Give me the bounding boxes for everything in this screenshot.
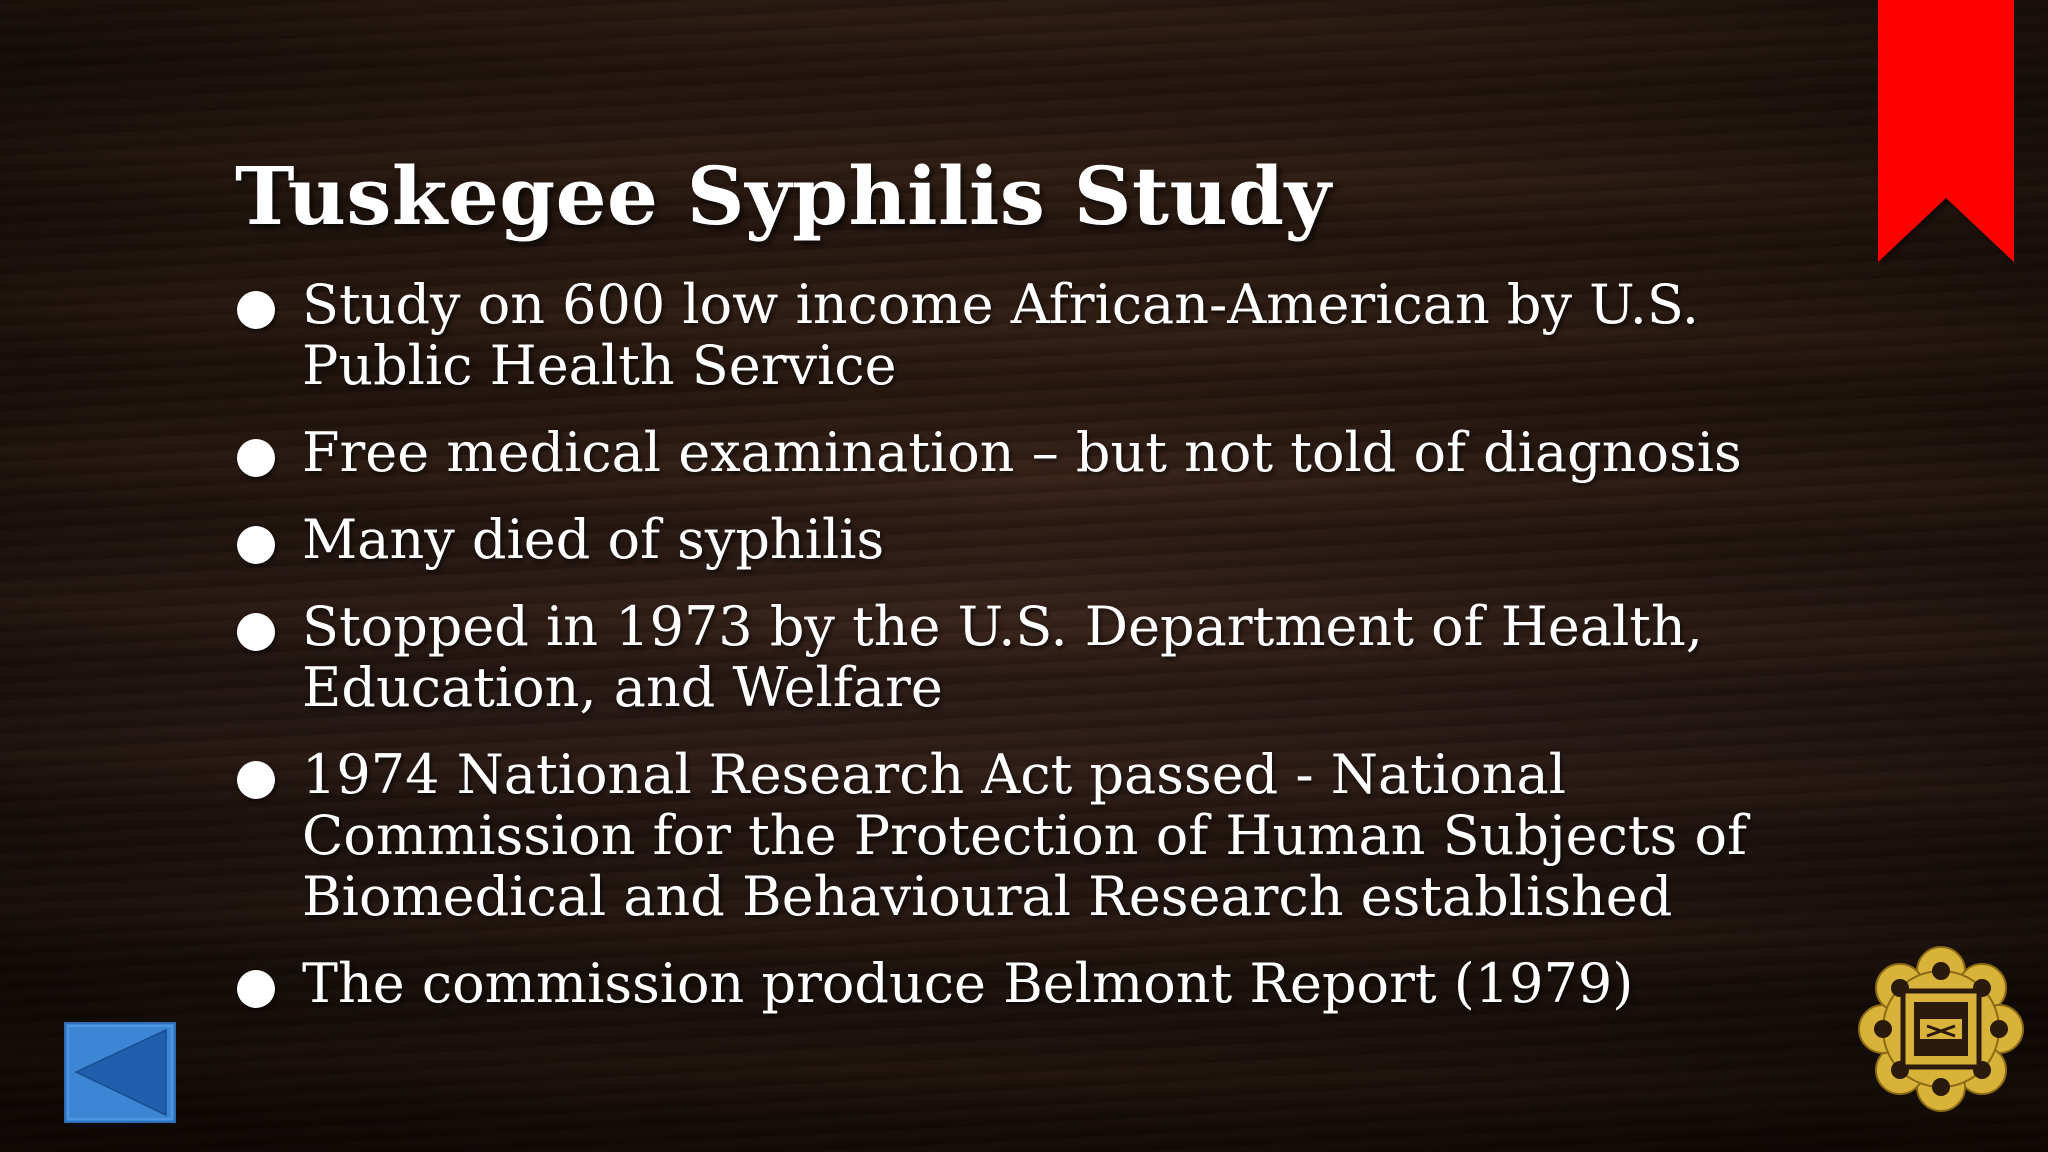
bullet-item (235, 596, 1795, 718)
slide-title: Tuskegee Syphilis Study (235, 149, 1332, 243)
gold-floral-emblem-icon (1856, 944, 2026, 1114)
bullet-text: The commission produce Belmont Report (1979) (302, 952, 1634, 1015)
bullet-dot-icon (237, 613, 275, 651)
bullet-item (235, 509, 1795, 570)
bullet-dot-icon (237, 439, 275, 477)
bullet-item (235, 274, 1795, 396)
bullet-text: Stopped in 1973 by the U.S. Department of Health, Education, and Welfare (302, 595, 1703, 719)
bullet-text: Free medical examination – but not told of diagnosis (302, 421, 1742, 484)
bullet-dot-icon (237, 291, 275, 329)
bookmark-ribbon-icon (1878, 0, 2014, 266)
bullet-item (235, 744, 1795, 927)
bullet-dot-icon (237, 526, 275, 564)
bullet-dot-icon (237, 761, 275, 799)
bullet-text: 1974 National Research Act passed - National Commission for the Protection of Human Subjects of Biomedical and Behavioural Research established (302, 743, 1747, 928)
back-button[interactable] (64, 1022, 176, 1123)
bullet-text: Many died of syphilis (302, 508, 885, 571)
bullet-item (235, 953, 1795, 1014)
bullet-dot-icon (237, 970, 275, 1008)
bullet-item (235, 422, 1795, 483)
bullet-list (235, 274, 1795, 1040)
bullet-text: Study on 600 low income African-American by U.S. Public Health Service (302, 273, 1700, 397)
